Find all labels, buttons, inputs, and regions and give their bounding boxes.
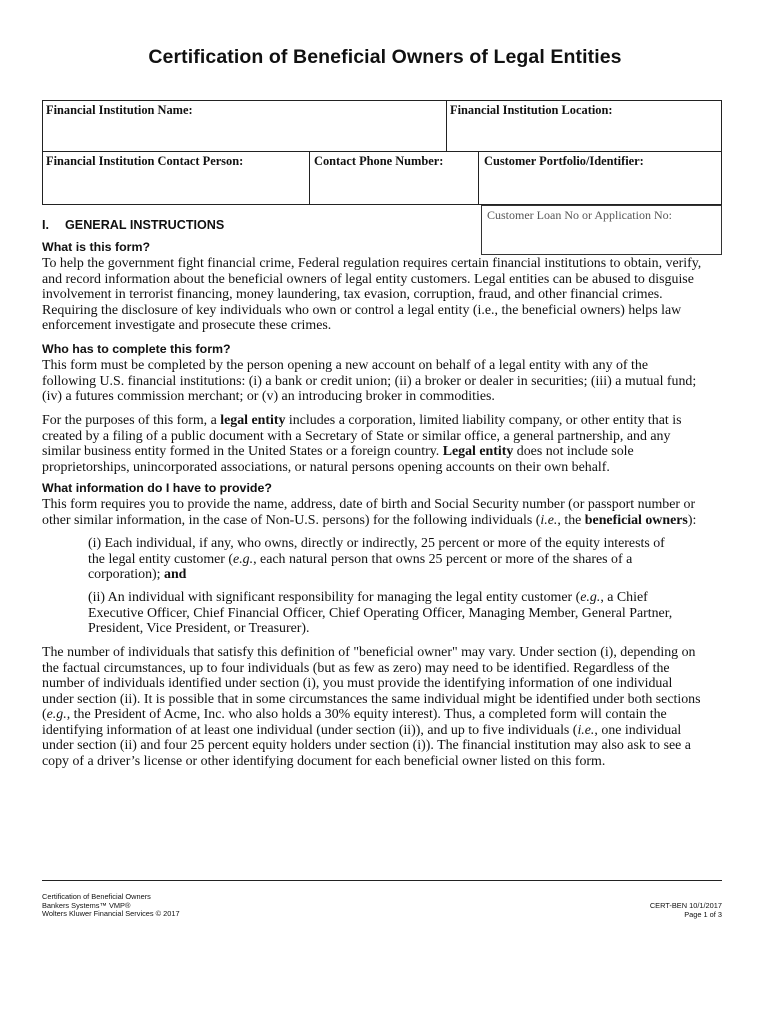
text-line: To help the government fight financial crime, Federal regulation requires certain financial institutions to obtain, verify, — [42, 256, 702, 271]
section-number: I. — [42, 218, 49, 232]
text-line: the factual circumstances, up to four individuals (but as few as zero) may need to be identified. Regardless of the — [42, 660, 670, 676]
text-line: This form must be completed by the person opening a new account on behalf of a legal entity with any of the — [42, 358, 648, 373]
footer-form-code: CERT-BEN 10/1/2017 — [649, 901, 722, 910]
portfolio-label: Customer Portfolio/Identifier: — [484, 154, 644, 168]
legal-entity-paragraph — [42, 413, 742, 475]
footer-form-name: Certification of Beneficial Owners — [42, 892, 151, 901]
footer-page-number: Page 1 of 3 — [684, 909, 722, 919]
text-line: identifying information of at least one individual (under section (ii)), and up to five individuals (i.e., one individual — [42, 722, 682, 738]
text-line: under section (ii). It is possible that in some circumstances the same individual might be identified under both sections — [42, 691, 701, 707]
list-item-owners — [88, 536, 738, 583]
footer-right — [560, 902, 722, 919]
text-line: For the purposes of this form, a legal entity includes a corporation, limited liability company, or other entity that is — [42, 413, 682, 428]
fi-name-label: Financial Institution Name: — [46, 103, 193, 117]
text-line: (e.g., the President of Acme, Inc. who also holds a 30% equity interest). Thus, a completed form will contain the — [42, 707, 667, 722]
fi-location-label: Financial Institution Location: — [450, 103, 613, 117]
text-line: (ii) An individual with significant responsibility for managing the legal entity customer (e.g., a Chief — [88, 590, 648, 605]
text-line: and record information about the beneficial owners of legal entity customers. Legal entities can be abused to disguise — [42, 271, 694, 287]
text-line: President, Vice President, or Treasurer). — [88, 621, 310, 636]
text-line: involvement in terrorist financing, money laundering, tax evasion, corruption, fraud, and other financial crimes. — [42, 287, 663, 302]
text-line: number of individuals identified under section (i), you must provide the identifying information of one individual — [42, 676, 673, 691]
text-line: created by a filing of a public document with a Secretary of State or similar office, a general partnership, and any — [42, 428, 671, 444]
answer-who-completes — [42, 358, 742, 405]
page-title: Certification of Beneficial Owners of Legal Entities — [148, 46, 622, 68]
text-line: following U.S. financial institutions: (i) a bank or credit union; (ii) a broker or dealer in securities; (iii) a mutual fund; — [42, 373, 697, 389]
text-line: This form requires you to provide the name, address, date of birth and Social Security number (or passport number or — [42, 497, 696, 512]
phone-label: Contact Phone Number: — [314, 154, 444, 168]
question-what-is-form: What is this form? — [42, 240, 151, 254]
text-line: similar business entity formed in the United States or a foreign country. Legal entity does not include sole — [42, 444, 634, 459]
text-line: other similar information, in the case of Non-U.S. persons) for the following individuals (i.e., the beneficial owners): — [42, 512, 697, 528]
question-who-completes: Who has to complete this form? — [42, 342, 231, 356]
footer-product: Bankers Systems™ VMP® — [42, 900, 131, 910]
text-line: the legal entity customer (e.g., each natural person that owns 25 percent or more of the shares of a — [88, 551, 633, 567]
text-line: (i) Each individual, if any, who owns, directly or indirectly, 25 percent or more of the equity interests of — [88, 536, 665, 551]
contact-person-label: Financial Institution Contact Person: — [46, 154, 244, 168]
text-line: Requiring the disclosure of key individuals who own or control a legal entity (i.e., the beneficial owners) helps law — [42, 302, 682, 318]
answer-what-information — [42, 497, 742, 528]
text-line: Executive Officer, Chief Financial Officer, Chief Operating Officer, Managing Member, General Partner, — [88, 605, 673, 621]
beneficial-owner-count-paragraph — [42, 645, 742, 769]
loan-no-placeholder: Customer Loan No or Application No: — [487, 208, 672, 222]
text-line: The number of individuals that satisfy this definition of "beneficial owner" may vary. Under section (i), depending on — [42, 645, 696, 660]
list-item-manager — [88, 590, 738, 637]
text-line: enforcement investigate and prosecute these crimes. — [42, 318, 332, 333]
section-heading: GENERAL INSTRUCTIONS — [65, 218, 225, 232]
answer-what-is-form — [42, 256, 742, 334]
text-line: (iv) a futures commission merchant; or (v) an introducing broker in commodities. — [42, 389, 495, 404]
footer-copyright: Wolters Kluwer Financial Services © 2017 — [42, 909, 180, 919]
text-line: under section (ii) and four 25 percent equity holders under section (i)). The financial institution may also ask to see a — [42, 738, 691, 753]
footer-left — [42, 893, 180, 919]
text-line: copy of a driver’s license or other identifying document for each beneficial owner listed on this form. — [42, 753, 606, 769]
question-what-information: What information do I have to provide? — [42, 481, 272, 495]
footer-divider — [42, 880, 722, 881]
text-line: proprietorships, unincorporated associations, or natural persons opening accounts on their own behalf. — [42, 459, 610, 475]
text-line: corporation); and — [88, 567, 187, 582]
